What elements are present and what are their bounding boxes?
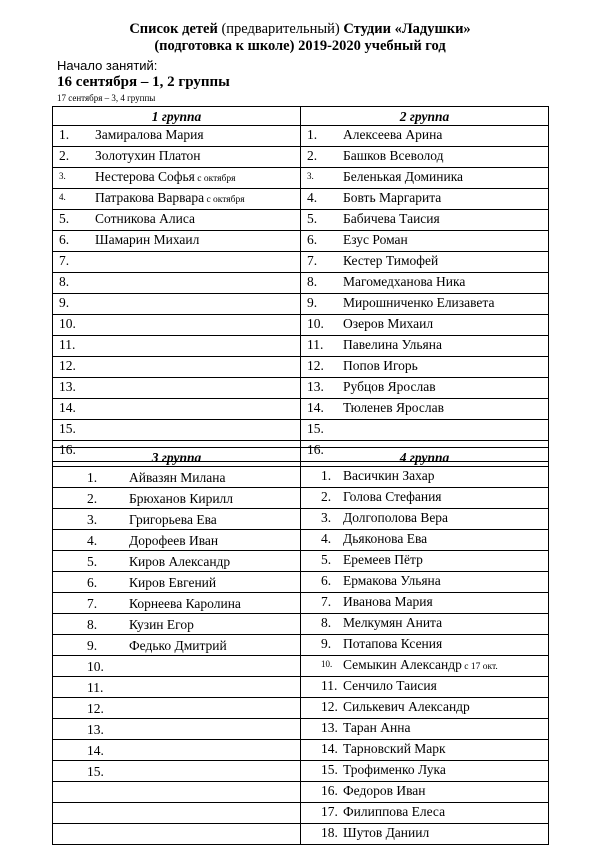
start-date-main: 16 сентября – 1, 2 группы — [57, 74, 230, 90]
student-cell — [301, 761, 549, 782]
student-number: 11. — [59, 337, 76, 352]
student-number: 13. — [87, 721, 104, 737]
student-number: 8. — [321, 615, 332, 630]
table-row — [53, 357, 549, 378]
student-number: 7. — [87, 595, 98, 611]
student-number: 14. — [59, 400, 76, 415]
student-number: 4. — [59, 192, 66, 202]
table-row — [53, 336, 549, 357]
table-row — [53, 782, 549, 803]
student-cell — [301, 294, 549, 315]
start-label: Начало занятий: — [57, 58, 158, 73]
student-cell — [301, 803, 549, 824]
student-name: Айвазян Милана — [129, 469, 226, 485]
student-number: 1. — [321, 468, 332, 483]
student-number: 10. — [87, 658, 104, 674]
student-number: 18. — [321, 825, 338, 840]
table-row — [53, 824, 549, 845]
student-number: 5. — [87, 553, 98, 569]
student-name: Попов Игорь — [343, 358, 418, 373]
student-number: 16. — [59, 442, 76, 457]
student-name: Филиппова Елеса — [343, 804, 446, 819]
student-name: Григорьева Ева — [129, 511, 217, 527]
student-cell — [53, 614, 301, 635]
student-cell — [301, 336, 549, 357]
student-cell — [53, 803, 301, 824]
student-cell — [53, 147, 301, 168]
student-name: Сенчило Таисия — [343, 678, 437, 693]
student-cell — [301, 399, 549, 420]
student-number: 12. — [321, 699, 338, 714]
student-cell — [53, 252, 301, 273]
student-number: 14. — [321, 741, 338, 756]
table-row — [53, 635, 549, 656]
student-name: Корнеева Каролина — [129, 595, 241, 611]
student-name: Таран Анна — [343, 720, 411, 735]
student-number: 6. — [87, 574, 98, 590]
student-name: Киров Александр — [129, 553, 231, 569]
student-number: 14. — [307, 400, 324, 415]
table-row — [53, 294, 549, 315]
student-name: Брюханов Кирилл — [129, 490, 234, 506]
table-row — [53, 593, 549, 614]
group-1-header: 1 группа — [53, 107, 301, 126]
student-cell — [53, 189, 301, 210]
student-name: Бабичева Таисия — [343, 211, 440, 226]
student-number: 13. — [321, 720, 338, 735]
student-cell — [301, 530, 549, 551]
document-title-line-2 — [0, 37, 600, 55]
student-name: Павелина Ульяна — [343, 337, 442, 352]
title-preliminary: (предварительный) — [217, 21, 344, 37]
student-name: Васичкин Захар — [343, 468, 435, 483]
student-number: 1. — [307, 127, 318, 142]
student-name: Долгополова Вера — [343, 510, 449, 525]
student-name: Кузин Егор — [129, 616, 194, 632]
student-name: Киров Евгений — [129, 574, 217, 590]
student-name: Дорофеев Иван — [129, 532, 219, 548]
student-number: 4. — [87, 532, 98, 548]
student-number: 5. — [321, 552, 332, 567]
student-cell — [53, 824, 301, 845]
student-name: Еремеев Пётр — [343, 552, 423, 567]
student-name: Тюленев Ярослав — [343, 400, 444, 415]
student-cell — [53, 357, 301, 378]
student-cell — [301, 509, 549, 530]
table-row — [53, 315, 549, 336]
student-cell — [301, 614, 549, 635]
table-row — [53, 378, 549, 399]
student-cell — [53, 168, 301, 189]
student-number: 17. — [321, 804, 338, 819]
student-number: 14. — [87, 742, 104, 758]
student-cell — [301, 168, 549, 189]
student-name: Золотухин Платон — [95, 148, 201, 163]
student-name: Патракова Варвара — [95, 190, 205, 205]
student-cell — [53, 336, 301, 357]
student-name: Шутов Даниил — [343, 825, 430, 840]
student-number: 11. — [87, 679, 104, 695]
student-cell — [53, 378, 301, 399]
student-number: 3. — [321, 510, 332, 525]
student-name: Трофименко Лука — [343, 762, 446, 777]
student-name: Башков Всеволод — [343, 148, 444, 163]
student-number: 7. — [59, 253, 70, 268]
table-row — [53, 656, 549, 677]
student-number: 6. — [59, 232, 70, 247]
student-number: 1. — [59, 127, 70, 142]
student-cell — [301, 698, 549, 719]
student-start-note: с октября — [194, 174, 236, 184]
student-name: Рубцов Ярослав — [343, 379, 436, 394]
student-number: 8. — [59, 274, 70, 289]
student-cell — [301, 315, 549, 336]
student-name: Кестер Тимофей — [343, 253, 439, 268]
student-cell — [301, 357, 549, 378]
student-name: Шамарин Михаил — [95, 232, 200, 247]
table-row — [53, 488, 549, 509]
student-cell — [301, 467, 549, 488]
student-name: Замиралова Мария — [95, 127, 204, 142]
student-cell — [53, 698, 301, 719]
student-name: Мирошниченко Елизавета — [343, 295, 495, 310]
student-cell — [53, 467, 301, 488]
table-row — [53, 168, 549, 189]
student-number: 9. — [87, 637, 98, 653]
student-cell — [301, 782, 549, 803]
student-cell — [53, 761, 301, 782]
student-number: 9. — [59, 295, 70, 310]
student-name: Потапова Ксения — [343, 636, 443, 651]
student-cell — [301, 593, 549, 614]
student-cell — [301, 572, 549, 593]
student-name: Иванова Мария — [343, 594, 433, 609]
table-row — [53, 719, 549, 740]
student-number: 7. — [321, 594, 332, 609]
student-cell — [301, 719, 549, 740]
student-number: 6. — [321, 573, 332, 588]
table-row — [53, 126, 549, 147]
student-cell — [53, 740, 301, 761]
student-cell — [53, 273, 301, 294]
student-number: 2. — [59, 148, 70, 163]
student-cell — [53, 719, 301, 740]
table-row — [53, 530, 549, 551]
student-cell — [53, 399, 301, 420]
student-name: Езус Роман — [343, 232, 408, 247]
group-2-header: 2 группа — [301, 107, 549, 126]
table-row — [53, 147, 549, 168]
student-name: Алексеева Арина — [343, 127, 443, 142]
student-cell — [301, 420, 549, 441]
student-number: 3. — [59, 171, 66, 181]
student-number: 12. — [307, 358, 324, 373]
student-cell — [301, 824, 549, 845]
table-row — [53, 677, 549, 698]
table-row — [53, 614, 549, 635]
student-name: Магомедханова Ника — [343, 274, 466, 289]
student-cell — [53, 210, 301, 231]
student-name: Нестерова Софья — [95, 169, 195, 184]
student-cell — [301, 656, 549, 677]
student-number: 15. — [59, 421, 76, 436]
student-number: 3. — [307, 171, 314, 181]
student-cell — [53, 782, 301, 803]
student-cell — [53, 593, 301, 614]
student-name: Беленькая Доминика — [343, 169, 464, 184]
student-name: Сотникова Алиса — [95, 211, 195, 226]
table-row — [53, 467, 549, 488]
student-number: 1. — [87, 469, 98, 485]
student-number: 9. — [307, 295, 318, 310]
table-row — [53, 803, 549, 824]
student-cell — [53, 677, 301, 698]
student-number: 15. — [87, 763, 104, 779]
student-name: Федоров Иван — [343, 783, 426, 798]
student-number: 8. — [307, 274, 318, 289]
student-name: Голова Стефания — [343, 489, 442, 504]
groups-1-2-table — [52, 106, 549, 462]
student-cell — [301, 231, 549, 252]
student-cell — [53, 572, 301, 593]
student-number: 16. — [307, 442, 324, 457]
student-name: Семыкин Александр — [343, 657, 462, 672]
student-number: 2. — [307, 148, 318, 163]
table-row — [53, 551, 549, 572]
student-cell — [53, 635, 301, 656]
student-name: Ермакова Ульяна — [343, 573, 441, 588]
table-row — [53, 698, 549, 719]
student-number: 8. — [87, 616, 98, 632]
table-row — [53, 572, 549, 593]
student-number: 6. — [307, 232, 318, 247]
student-number: 10. — [307, 316, 324, 331]
student-name: Силькевич Александр — [343, 699, 470, 714]
student-cell — [53, 530, 301, 551]
student-cell — [53, 656, 301, 677]
student-name: Озеров Михаил — [343, 316, 434, 331]
group-3-header: 3 группа — [53, 448, 301, 467]
student-name: Тарновский Марк — [343, 741, 446, 756]
student-number: 16. — [321, 783, 338, 798]
student-cell — [301, 252, 549, 273]
student-cell — [301, 378, 549, 399]
student-number: 11. — [321, 678, 338, 693]
student-cell — [301, 740, 549, 761]
student-cell — [53, 509, 301, 530]
student-cell — [53, 551, 301, 572]
table-row — [53, 420, 549, 441]
student-cell — [301, 635, 549, 656]
student-name: Федько Дмитрий — [129, 637, 227, 653]
student-number: 2. — [321, 489, 332, 504]
student-cell — [301, 488, 549, 509]
student-cell — [301, 126, 549, 147]
student-start-note: с 17 окт. — [461, 662, 498, 672]
student-cell — [53, 315, 301, 336]
table-row — [53, 189, 549, 210]
student-cell — [53, 420, 301, 441]
student-number: 2. — [87, 490, 98, 506]
title-year: (подготовка к школе) 2019-2020 учебный год — [154, 38, 446, 54]
student-number: 11. — [307, 337, 324, 352]
student-number: 5. — [307, 211, 318, 226]
student-number: 3. — [87, 511, 98, 527]
table-row — [53, 399, 549, 420]
student-cell — [53, 126, 301, 147]
student-number: 10. — [59, 316, 76, 331]
student-number: 4. — [321, 531, 332, 546]
student-name: Мелкумян Анита — [343, 615, 443, 630]
document-title-line-1 — [0, 20, 600, 38]
student-number: 15. — [321, 762, 338, 777]
table-row — [53, 231, 549, 252]
student-name: Дьяконова Ева — [343, 531, 428, 546]
table-row — [53, 210, 549, 231]
student-number: 12. — [59, 358, 76, 373]
student-cell — [53, 488, 301, 509]
student-cell — [301, 189, 549, 210]
title-studio: Студии «Ладушки» — [343, 21, 471, 37]
groups-3-4-table — [52, 447, 549, 845]
title-list: Список детей — [129, 21, 218, 37]
table-row — [53, 509, 549, 530]
student-number: 12. — [87, 700, 104, 716]
group-4-header: 4 группа — [301, 448, 549, 467]
table-row — [53, 273, 549, 294]
student-cell — [53, 294, 301, 315]
groups-1-2-body — [53, 126, 549, 462]
student-cell — [301, 273, 549, 294]
student-name: Бовть Маргарита — [343, 190, 442, 205]
table-row — [53, 252, 549, 273]
student-cell — [301, 147, 549, 168]
groups-3-4-body — [53, 467, 549, 845]
student-number: 4. — [307, 190, 318, 205]
student-number: 9. — [321, 636, 332, 651]
student-cell — [301, 677, 549, 698]
student-number: 13. — [59, 379, 76, 394]
student-cell — [301, 210, 549, 231]
table-row — [53, 740, 549, 761]
student-number: 7. — [307, 253, 318, 268]
student-cell — [53, 231, 301, 252]
table-row — [53, 761, 549, 782]
student-number: 5. — [59, 211, 70, 226]
student-start-note: с октября — [204, 195, 245, 205]
student-cell — [301, 551, 549, 572]
student-number: 15. — [307, 421, 324, 436]
student-number: 13. — [307, 379, 324, 394]
start-date-sub: 17 сентября – 3, 4 группы — [57, 93, 156, 103]
student-number: 10. — [321, 659, 333, 669]
